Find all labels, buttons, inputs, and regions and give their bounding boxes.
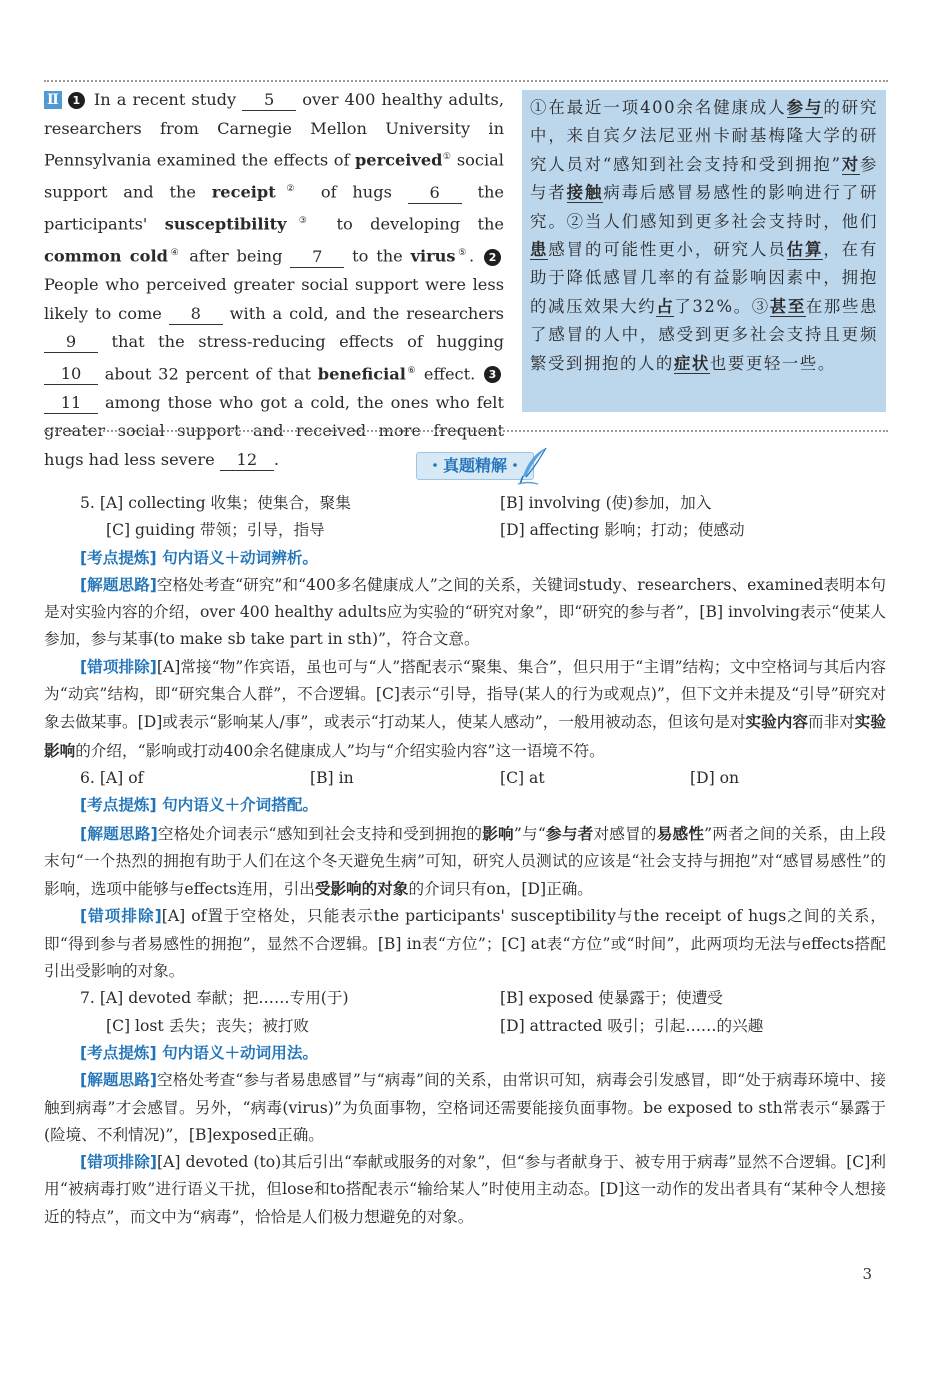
note-3: ③ — [286, 216, 320, 227]
q6-option-a: 6. [A] of — [80, 768, 144, 787]
english-passage — [44, 86, 504, 475]
q5-option-c: [C] guiding 带领；引导，指导 — [106, 521, 325, 540]
eliminate-text: [A] devoted (to)其后引出“奉献或服务的对象”，但“参与者献身于、被专用于病毒”显然不合逻辑。[C]利用“被病毒打败”进行语义干扰，但lose和to搭配表示“输给某人”时使用主动态。[D]这一动作的发出者具有“某种令人想接近的特点”，而文中为“病毒”，恰恰是人们极力想避免的对象。 — [44, 1153, 886, 1226]
word-virus: virus — [410, 246, 456, 266]
solution-text: ”两者之间的关系，由上段末句“一个热烈的拥抱有助于人们在这个冬天避免生病”可知，研究人员测试的应该是“社会支持与拥抱”对“感冒易感性”的影响，选项中能够与effects连用，引出 — [44, 824, 886, 899]
translation-text: ，在有助于降低感冒几率的有益影响因素中，拥抱的减压效果大约 — [530, 240, 878, 316]
keyword: 参与 — [786, 98, 824, 117]
key-point-text: 句内语义＋介词搭配。 — [156, 796, 319, 815]
passage-text: of hugs — [305, 182, 408, 202]
keyword: 患 — [530, 240, 549, 260]
keyword: 症状 — [673, 353, 710, 373]
key-point-text: 句内语义＋动词用法。 — [156, 1043, 319, 1062]
keyword: 占 — [656, 296, 675, 316]
passage-text: over 400 healthy adults, researchers from Carnegie Mellon University in Pennsylvania examined the effects of — [44, 90, 505, 170]
q7-option-b: [B] exposed 使暴露于；使遭受 — [500, 989, 723, 1008]
sentence-mark-2: 2 — [484, 249, 501, 266]
passage-text: In a recent study — [87, 90, 243, 109]
passage-text: with a cold, and the researchers — [222, 303, 504, 323]
solution-text: ”与“ — [513, 824, 546, 843]
keyword: 甚至 — [769, 296, 806, 316]
q7-option-a: 7. [A] devoted 奉献；把……专用(于) — [80, 989, 349, 1008]
translation-text: ①在最近一项400余名健康成人 — [530, 98, 787, 117]
solution-text: 对感冒的 — [593, 824, 657, 843]
bold-text: 易感性 — [656, 823, 705, 843]
translation-text: 在那些患了感冒的人中，感受到更多社会支持且更频繁受到拥抱的人的 — [530, 296, 878, 373]
page-number: 3 — [862, 1265, 872, 1283]
keyword: 接触 — [566, 183, 604, 203]
keyword: 对 — [841, 154, 860, 174]
q5-option-b: [B] involving (使)参加，加入 — [500, 494, 712, 512]
q6-options — [44, 765, 886, 792]
q5-eliminate — [44, 654, 886, 765]
eliminate-text: [A] of置于空格处，只能表示the participants' susceptibility与the receipt of hugs之间的关系，即“得到参与者易感性的拥抱”，显然不合逻辑。[B] in表“方位”；[C] at表“方位”或“时间”，此两项均无法与effects搭配引出受影响的对象。 — [44, 907, 886, 981]
q6-key-point — [44, 792, 886, 819]
blank-8: 8 — [169, 304, 223, 325]
q7-key-point — [44, 1040, 886, 1067]
blank-7: 7 — [290, 247, 344, 268]
q7-options-row1 — [44, 985, 886, 1012]
word-perceived: perceived — [354, 150, 443, 170]
blank-12: 12 — [220, 450, 274, 471]
q7-option-d: [D] attracted 吸引；引起……的兴趣 — [500, 1016, 764, 1035]
passage-text: effect. — [417, 364, 482, 384]
q5-options-row2 — [44, 517, 886, 544]
section-title: ・真题精解・ — [416, 452, 534, 480]
blank-9: 9 — [44, 332, 98, 353]
tag-label: [错项排除] — [80, 907, 162, 926]
sentence-mark-3: 3 — [484, 366, 501, 383]
q6-option-c: [C] at — [500, 768, 545, 787]
bold-text: 实验影响 — [44, 712, 886, 760]
bold-text: 受影响的对象 — [314, 879, 409, 899]
top-dotted-rule — [44, 80, 888, 82]
passage-text: People who perceived greater social support were less likely to come — [44, 275, 504, 323]
translation-text: 参与者 — [530, 154, 878, 203]
q7-options-row2 — [44, 1013, 886, 1040]
solution-text: 空格处考查“参与者易患感冒”与“病毒”间的关系，由常识可知，病毒会引发感冒，即“处于病毒环境中、接触到病毒”才会感冒。另外，“病毒(virus)”为负面事物，空格词还需要能接负面事物。be exposed to sth常表示“暴露于(险境、不利情况)”，[B]exposed正确。 — [44, 1071, 886, 1144]
note-1: ① — [442, 152, 452, 163]
translation-box — [522, 90, 886, 412]
explanation — [44, 490, 886, 1231]
passage-text: social support and the — [44, 150, 504, 202]
passage-text: . — [469, 246, 483, 266]
translation-text: 感冒的可能性更小，研究人员 — [548, 240, 787, 260]
q7-option-c: [C] lost 丢失；丧失；被打败 — [106, 1016, 310, 1035]
bold-text: 影响 — [482, 823, 514, 843]
word-beneficial: beneficial — [317, 364, 406, 384]
note-6: ⑥ — [405, 365, 418, 376]
q5-option-d: [D] affecting 影响；打动；使感动 — [500, 521, 745, 540]
q6-option-b: [B] in — [310, 768, 354, 787]
passage-text: . — [273, 450, 279, 470]
tag-label: [考点提炼] — [80, 796, 157, 815]
q5-key-point — [44, 545, 886, 572]
passage-text: about 32 percent of that — [98, 364, 318, 384]
tag-label: [解题思路] — [80, 575, 157, 594]
passage-text: among those who got a cold, the ones who felt greater social support and received more frequent hugs had less severe — [44, 392, 504, 470]
passage-text: to the — [344, 246, 411, 266]
bold-text: 参与者 — [545, 823, 594, 843]
passage-text: that the stress-reducing effects of hugging — [98, 332, 504, 352]
q6-solution — [44, 820, 886, 904]
quill-icon — [514, 446, 550, 486]
q5-option-a: 5. [A] collecting 收集；使集合，聚集 — [80, 494, 351, 512]
word-receipt: receipt — [211, 182, 276, 202]
passage-text: after being — [181, 246, 291, 266]
translation-text: 也要更轻一些。 — [709, 353, 836, 373]
q5-options-row1 — [44, 490, 886, 517]
passage-paragraph — [44, 86, 504, 475]
solution-text: 的介词只有on，[D]正确。 — [408, 880, 593, 899]
blank-10: 10 — [44, 364, 98, 385]
section-header — [0, 452, 950, 480]
translation-text: 了32%。③ — [674, 296, 770, 316]
q5-solution — [44, 572, 886, 654]
solution-text: 空格处介词表示“感知到社会支持和受到拥抱的 — [157, 824, 483, 843]
translation-text: 病毒后感冒易感性的影响进行了研究。②当人们感知到更多社会支持时，他们 — [530, 183, 879, 231]
blank-5: 5 — [242, 90, 296, 111]
q7-eliminate — [44, 1149, 886, 1231]
passage-text: to developing the — [319, 214, 504, 234]
note-5: ⑤ — [455, 248, 470, 259]
tag-label: [解题思路] — [80, 1071, 157, 1090]
note-2: ② — [275, 184, 306, 195]
key-point-text: 句内语义＋动词辨析。 — [156, 548, 319, 567]
tag-label: [考点提炼] — [80, 548, 157, 567]
passage-text: the participants' — [44, 182, 504, 234]
translation-text: 的研究中，来自宾夕法尼亚州卡耐基梅隆大学的研究人员对“感知到社会支持和受到拥抱” — [530, 98, 878, 174]
q6-eliminate — [44, 903, 886, 985]
blank-6: 6 — [408, 183, 462, 204]
q6-option-d: [D] on — [690, 768, 740, 787]
eliminate-text: [A]常接“物”作宾语，虽也可与“人”搭配表示“聚集、集合”，但只用于“主谓”结构；文中空格词与其后内容为“动宾”结构，即“研究集合人群”，不合逻辑。[C]表示“引导，指导(某人的行为或观点)”，但下文并未提及“引导”研究对象去做某事。[D]或表示“影响某人/事”，或表示“打动某人，使某人感动”，一般用被动态，但该句是对 — [44, 657, 886, 732]
eliminate-text: 而非对 — [807, 713, 855, 732]
eliminate-text: 的介绍，“影响或打动400余名健康成人”均与“介绍实验内容”这一语境不符。 — [75, 741, 605, 760]
section-mark: Ⅱ — [44, 91, 62, 109]
bold-text: 实验内容 — [745, 712, 808, 732]
middle-dotted-rule — [44, 430, 888, 432]
tag-label: [错项排除] — [80, 1153, 158, 1172]
sentence-mark-1: 1 — [68, 92, 85, 109]
word-common-cold: common cold — [44, 246, 168, 266]
note-4: ④ — [167, 248, 182, 259]
tag-label: [考点提炼] — [80, 1043, 157, 1062]
word-susceptibility: susceptibility — [164, 214, 287, 234]
tag-label: [错项排除] — [80, 657, 157, 676]
blank-11: 11 — [44, 393, 98, 414]
keyword: 估算 — [786, 240, 824, 260]
q7-solution — [44, 1067, 886, 1149]
solution-text: 空格处考查“研究”和“400多名健康成人”之间的关系，关键词study、researchers、examined表明本句是对实验内容的介绍，over 400 healthy adults应为实验的“研究对象”，即“研究的参与者”，[B] involving表示“使某人参加，参与某事(to make sb take part in sth)”，符合文意。 — [44, 575, 886, 649]
tag-label: [解题思路] — [80, 824, 158, 843]
